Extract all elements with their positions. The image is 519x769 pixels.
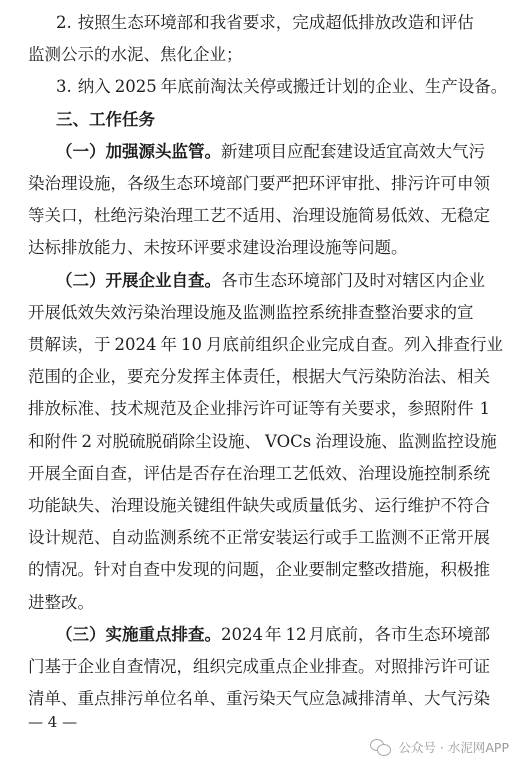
paragraph-lead: （三）实施重点排查。 [56, 625, 221, 644]
watermark-text: 公众号 · 水泥网APP [398, 740, 509, 755]
paragraph-line: 的情况。针对自查中发现的问题，企业要制定整改措施，积极推 [28, 560, 490, 579]
paragraph-line: 达标排放能力、未按环评要求建设治理设施等问题。 [28, 238, 408, 257]
paragraph-line: 染治理设施，各级生态环境部门要严把环评审批、排污许可申领 [28, 174, 490, 193]
paragraph-line: 开展全面自查，评估是否存在治理工艺低效、治理设施控制系统 [28, 464, 490, 483]
paragraph-lead: （一）加强源头监管。 [56, 142, 221, 161]
paragraph-line: （二）开展企业自查。各市生态环境部门及时对辖区内企业 [56, 271, 485, 290]
paragraph-line: 排放标准、技术规范及企业排污许可证等有关要求，参照附件 1 [28, 399, 490, 418]
paragraph-line: 2. 按照生态环境部和我省要求，完成超低排放改造和评估 [56, 13, 474, 32]
paragraph-line: 3. 纳入 2025 年底前淘汰关停或搬迁计划的企业、生产设备。 [56, 77, 508, 96]
paragraph-line: 开展低效失效污染治理设施及监测监控系统排查整治要求的宣 [28, 303, 474, 322]
paragraph-line: 和附件 2 对脱硫脱硝除尘设施、 VOCs 治理设施、监测监控设施 [28, 432, 497, 451]
paragraph-line: （一）加强源头监管。新建项目应配套建设适宜高效大气污 [56, 142, 485, 161]
paragraph-line: 贯解读，于 2024 年 10 月底前组织企业完成自查。列入排查行业 [28, 335, 503, 354]
section-heading: 三、工作任务 [56, 110, 155, 129]
paragraph-line: 进整改。 [28, 593, 94, 612]
paragraph-line: 范围的企业，要充分发挥主体责任，根据大气污染防治法、相关 [28, 367, 490, 386]
paragraph-line: 设计规范、自动监测系统不正常安装运行或手工监测不正常开展 [28, 528, 490, 547]
watermark [370, 734, 509, 760]
paragraph-line: 功能缺失、治理设施关键组件缺失或质量低劣、运行维护不符合 [28, 496, 490, 515]
paragraph-line: 监测公示的水泥、焦化企业； [28, 45, 243, 64]
paragraph-line: 清单、重点排污单位名单、重污染天气应急减排清单、大气污染 [28, 689, 490, 708]
page-number: — 4 — [28, 713, 78, 731]
paragraph-line: （三）实施重点排查。2024 年 12 月底前，各市生态环境部 [56, 625, 490, 644]
paragraph-line: 门基于企业自查情况，组织完成重点企业排查。对照排污许可证 [28, 657, 490, 676]
paragraph-lead: （二）开展企业自查。 [56, 271, 221, 290]
paragraph-line: 等关口，杜绝污染治理工艺不适用、治理设施简易低效、无稳定 [28, 206, 490, 225]
wechat-icon [370, 738, 392, 756]
